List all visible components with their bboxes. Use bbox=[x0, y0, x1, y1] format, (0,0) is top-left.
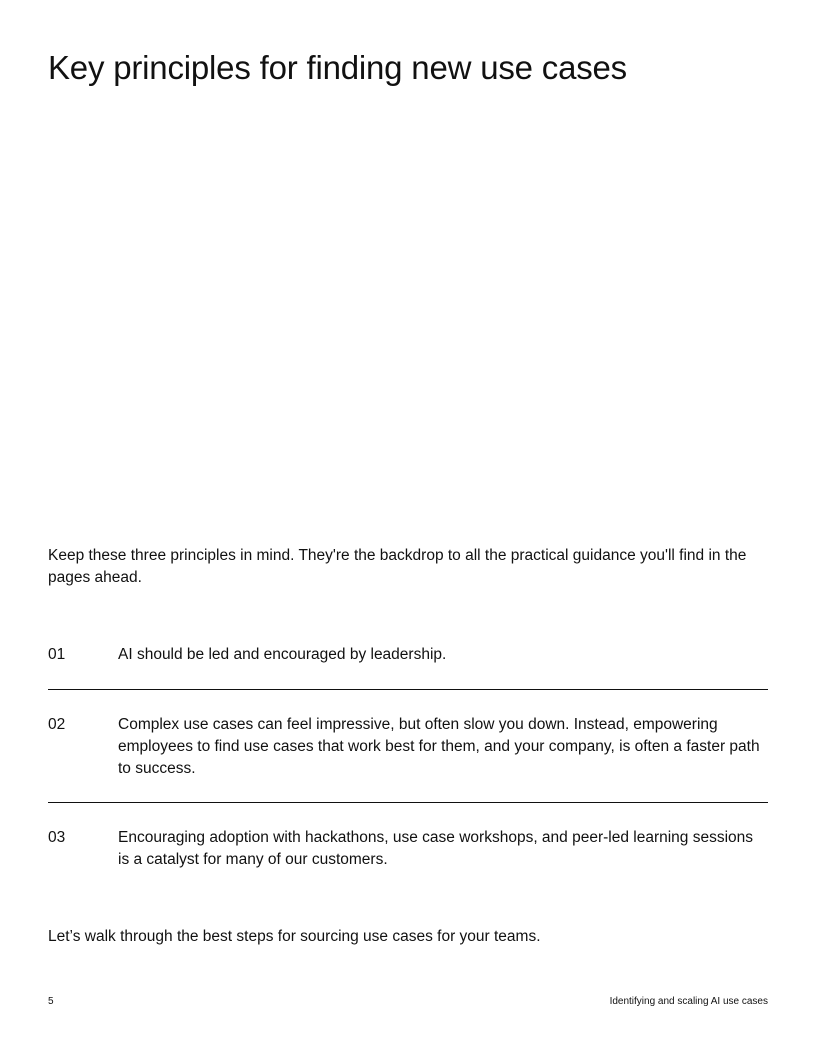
principle-number: 02 bbox=[48, 716, 66, 733]
principle-text: AI should be led and encouraged by leadership. bbox=[118, 646, 447, 663]
principle-number: 03 bbox=[48, 829, 66, 846]
closing-paragraph: Let’s walk through the best steps for sourcing use cases for your teams. bbox=[48, 928, 541, 945]
principle-item bbox=[48, 644, 768, 689]
principle-item bbox=[48, 803, 768, 871]
principle-number: 01 bbox=[48, 646, 66, 663]
footer-document-title: Identifying and scaling AI use cases bbox=[609, 996, 768, 1007]
footer-page-number: 5 bbox=[48, 996, 54, 1007]
page-title: Key principles for finding new use cases bbox=[48, 49, 627, 86]
principle-item bbox=[48, 690, 768, 802]
principles-list bbox=[48, 644, 768, 871]
principle-text: Encouraging adoption with hackathons, use case workshops, and peer-led learning sessions is a catalyst for many of our customers. bbox=[118, 829, 754, 868]
principle-text: Complex use cases can feel impressive, but often slow you down. Instead, empowering employees to find use cases that work best for them, and your company, is often a faster path to success. bbox=[118, 716, 760, 777]
intro-paragraph: Keep these three principles in mind. They're the backdrop to all the practical guidance you'll find in the pages ahead. bbox=[48, 547, 747, 586]
